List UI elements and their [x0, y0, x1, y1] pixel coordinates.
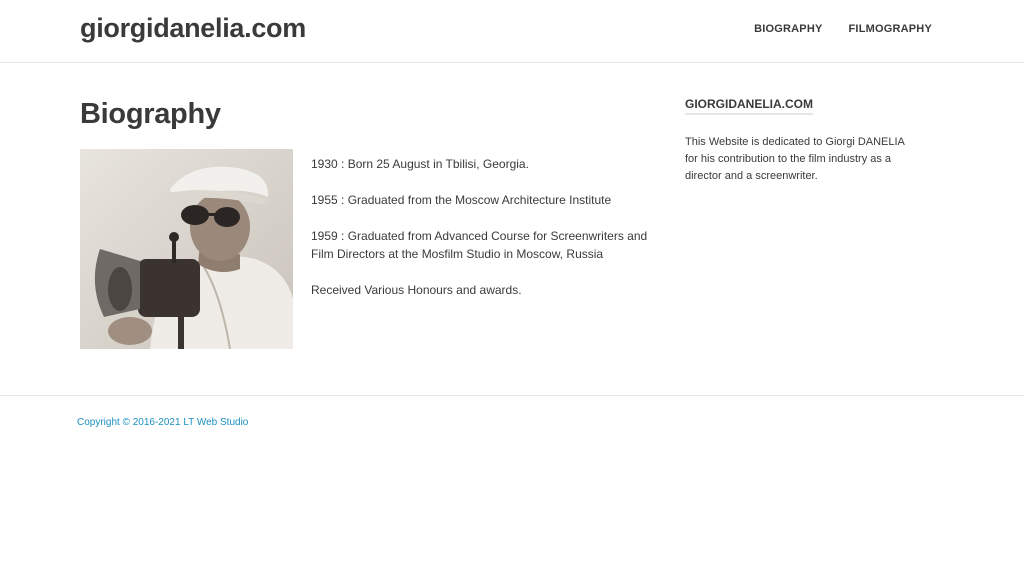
- site-footer: [0, 395, 1024, 582]
- site-title-link[interactable]: giorgidanelia.com: [80, 13, 306, 43]
- biography-text: [311, 155, 651, 317]
- director-with-camera-photo: [80, 149, 293, 349]
- nav-item-filmography[interactable]: FILMOGRAPHY: [848, 23, 932, 35]
- bio-entry-born: 1930 : Born 25 August in Tbilisi, Georgia.: [311, 157, 529, 171]
- sidebar-widget-text: This Website is dedicated to Giorgi DANELIA for his contribution to the film industry as a director and a screenwriter.: [685, 136, 905, 182]
- bio-entry-honours: Received Various Honours and awards.: [311, 283, 522, 297]
- biography-photo: [80, 149, 293, 349]
- copyright-link[interactable]: Copyright © 2016-2021 LT Web Studio: [77, 417, 249, 428]
- site-header: [0, 0, 1024, 63]
- main-nav: [754, 23, 932, 35]
- bio-entry-screenwriters: 1959 : Graduated from Advanced Course for Screenwriters and Film Directors at the Mosfilm Studio in Moscow, Russia: [311, 229, 648, 261]
- bio-entry-architecture: 1955 : Graduated from the Moscow Architecture Institute: [311, 193, 612, 207]
- sidebar-widget-title: GIORGIDANELIA.COM: [685, 97, 813, 115]
- page-title: Biography: [80, 98, 221, 130]
- nav-item-biography[interactable]: BIOGRAPHY: [754, 23, 823, 35]
